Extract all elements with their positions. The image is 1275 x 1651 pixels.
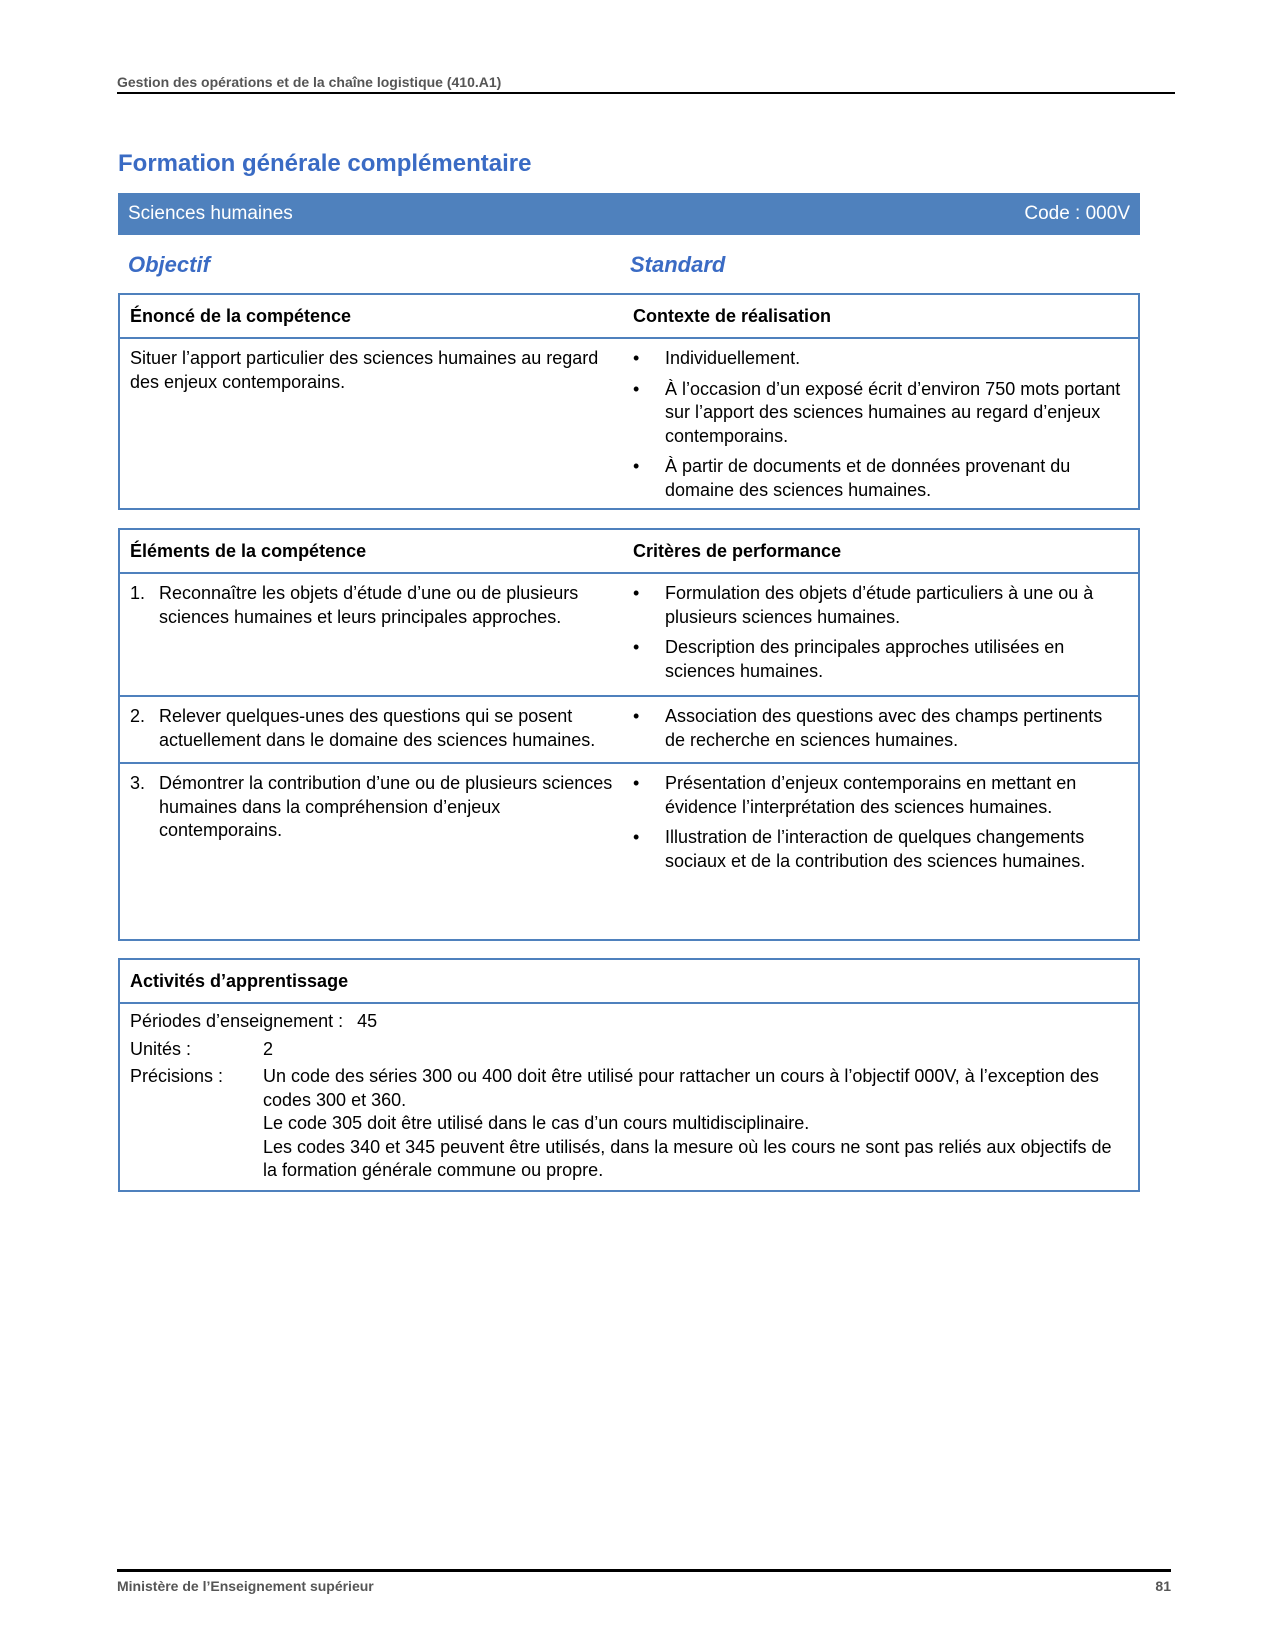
units-label: Unités :: [130, 1038, 192, 1059]
activities-head: [120, 960, 1138, 1004]
activities-box: [118, 958, 1140, 1192]
element-item: [130, 772, 620, 843]
element-text: Démontrer la contribution d’une ou de plusieurs sciences humaines dans la compréhension d’enjeux contemporains.: [159, 773, 613, 840]
subject-name: Sciences humaines: [128, 203, 293, 224]
periods-label: Périodes d’enseignement :: [130, 1011, 344, 1031]
objective-heading: Objectif: [128, 252, 210, 277]
element-number: 3.: [130, 773, 146, 793]
bullet-icon: •: [633, 637, 640, 657]
competence-head-right: Contexte de réalisation: [633, 305, 832, 326]
units-value: 2: [263, 1038, 274, 1059]
criterion-text: Description des principales approches utilisées en sciences humaines.: [665, 637, 1065, 681]
bullet-icon: •: [633, 706, 640, 726]
list-item: [630, 772, 1126, 819]
subject-code: Code : 000V: [1024, 203, 1130, 224]
list-item: [630, 636, 1126, 683]
bullet-icon: •: [633, 583, 640, 603]
criterion-text: Illustration de l’interaction de quelques changements sociaux et de la contribution des sciences humaines.: [665, 827, 1086, 871]
context-text: À l’occasion d’un exposé écrit d’environ 750 mots portant sur l’apport des sciences humaines au regard d’enjeux contemporains.: [665, 378, 1121, 446]
precisions-label: Précisions :: [130, 1066, 224, 1086]
running-header: Gestion des opérations et de la chaîne logistique (410.A1): [117, 74, 1175, 94]
element-row: [120, 695, 1138, 762]
competence-box: [118, 293, 1140, 510]
section-title: Formation générale complémentaire: [118, 150, 532, 177]
element-number: 2.: [130, 706, 146, 726]
page-footer: [117, 1569, 1171, 1594]
context-list: [630, 347, 1138, 502]
competence-head: [120, 295, 1138, 339]
subject-bar: [118, 193, 1140, 235]
list-item: [630, 455, 1126, 502]
precision-text: Le code 305 doit être utilisé dans le cas d’un cours multidisciplinaire.: [263, 1113, 810, 1133]
context-text: À partir de documents et de données provenant du domaine des sciences humaines.: [665, 456, 1071, 500]
elements-head-left: Éléments de la compétence: [130, 540, 367, 561]
competence-head-left: Énoncé de la compétence: [130, 305, 352, 326]
list-item: [630, 705, 1126, 752]
bullet-icon: •: [633, 827, 640, 847]
element-item: [130, 582, 620, 629]
criterion-text: Association des questions avec des champs pertinents de recherche en sciences humaines.: [665, 706, 1103, 750]
list-item: [630, 347, 1126, 371]
criterion-text: Présentation d’enjeux contemporains en mettant en évidence l’interprétation des sciences humaines.: [665, 773, 1077, 817]
element-text: Reconnaître les objets d’étude d’une ou de plusieurs sciences humaines et leurs principales approches.: [159, 583, 579, 627]
list-item: [630, 582, 1126, 629]
page-number: 81: [1155, 1578, 1171, 1594]
bullet-icon: •: [633, 348, 640, 368]
footer-ministry: Ministère de l’Enseignement supérieur: [117, 1578, 374, 1594]
list-item: [630, 826, 1126, 873]
periods-value: 45: [357, 1011, 378, 1031]
element-number: 1.: [130, 583, 146, 603]
precisions-line: [120, 1065, 1138, 1183]
context-text: Individuellement.: [665, 348, 801, 368]
elements-head-right: Critères de performance: [633, 540, 842, 561]
elements-head: [120, 530, 1138, 574]
element-row: [120, 762, 1138, 881]
element-text: Relever quelques-unes des questions qui se posent actuellement dans le domaine des sciences humaines.: [159, 706, 596, 750]
elements-box: [118, 528, 1140, 941]
criterion-text: Formulation des objets d’étude particuliers à une ou à plusieurs sciences humaines.: [665, 583, 1094, 627]
standard-heading: Standard: [630, 252, 726, 277]
precision-text: Les codes 340 et 345 peuvent être utilisés, dans la mesure où les cours ne sont pas reliés aux objectifs de la formation générale commune ou propre.: [263, 1136, 1112, 1180]
periods-line: [120, 1010, 1138, 1034]
competence-statement: Situer l’apport particulier des sciences humaines au regard des enjeux contemporains.: [130, 348, 599, 392]
units-line: [120, 1038, 1138, 1062]
activities-title: Activités d’apprentissage: [130, 970, 349, 991]
precision-text: Un code des séries 300 ou 400 doit être utilisé pour rattacher un cours à l’objectif 000V, à l’exception des codes 300 et 360.: [263, 1066, 1099, 1110]
bullet-icon: •: [633, 378, 640, 399]
element-row: [120, 574, 1138, 695]
competence-row: [120, 339, 1138, 502]
bullet-icon: •: [633, 456, 640, 476]
bullet-icon: •: [633, 773, 640, 793]
list-item: [630, 378, 1126, 449]
element-item: [130, 705, 620, 752]
